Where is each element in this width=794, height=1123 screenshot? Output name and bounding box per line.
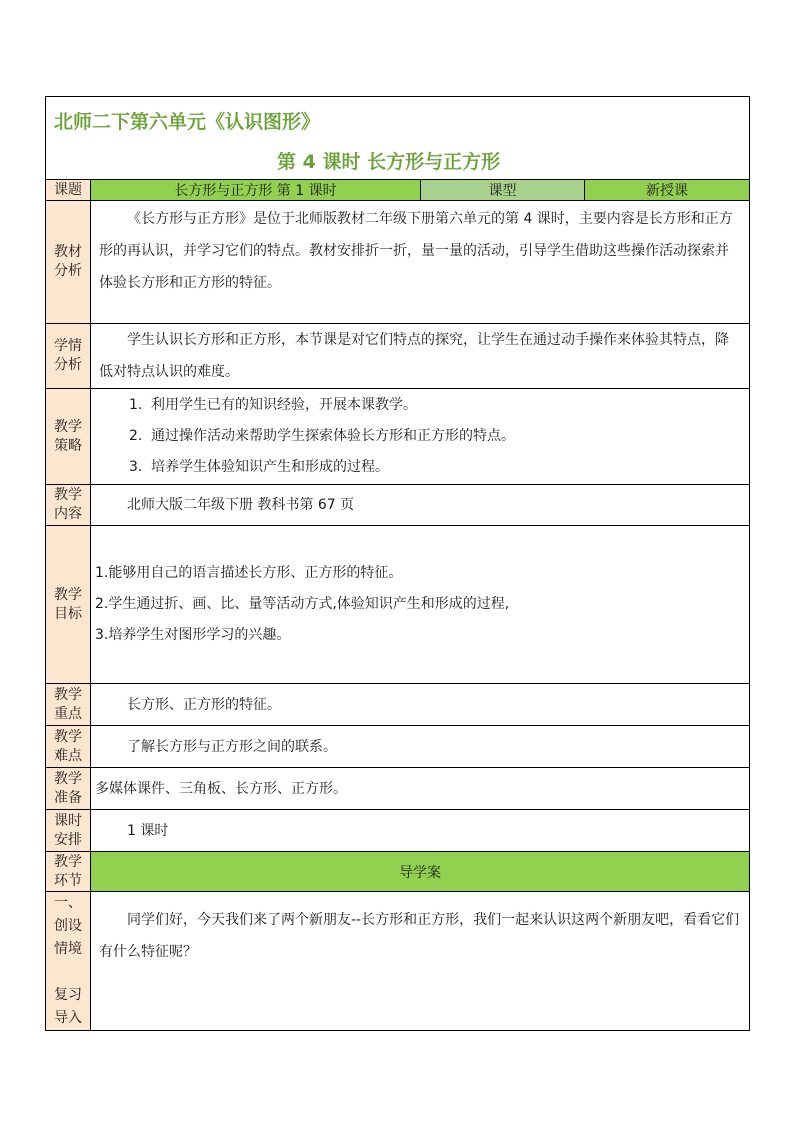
goals-label-2: 目标 <box>54 605 82 622</box>
content-cell <box>91 485 750 526</box>
key-text: 长方形、正方形的特征。 <box>127 696 281 713</box>
goals-cell <box>91 526 750 684</box>
time-label-1: 课时 <box>54 812 82 829</box>
intro-label-line: 复习 <box>54 987 82 1003</box>
time-text: 1 课时 <box>127 822 169 839</box>
lesson-plan-table <box>45 96 750 1031</box>
topic-row <box>46 180 750 201</box>
type-label: 课型 <box>421 180 585 201</box>
strategy-row <box>46 389 750 485</box>
strategy-label <box>46 389 91 485</box>
goal-item: 1.能够用自己的语言描述长方形、正方形的特征。 <box>95 565 403 581</box>
intro-cell <box>91 892 750 1031</box>
strategy-list <box>91 390 749 483</box>
material-text: 《长方形与正方形》是位于北师版教材二年级下册第六单元的第 4 课时，主要内容是长方形和正方形的再认识，并学习它们的特点。教材安排折一折，量一量的活动，引导学生借助这些操作活动探索并体验长方形和正方形的特征。 <box>99 211 733 291</box>
topic-value: 长方形与正方形 第 1 课时 <box>91 180 421 201</box>
header-row <box>46 97 750 180</box>
students-label <box>46 324 91 389</box>
students-row <box>46 324 750 389</box>
difficulty-label-1: 教学 <box>54 728 82 745</box>
goal-item: 2.学生通过折、画、比、量等活动方式,体验知识产生和形成的过程, <box>95 596 510 612</box>
prep-label-2: 准备 <box>54 789 82 806</box>
prep-label <box>46 768 91 810</box>
goals-label-1: 教学 <box>54 586 82 603</box>
strategy-item: 3. 培养学生体验知识产生和形成的过程。 <box>129 459 389 475</box>
topic-label: 课题 <box>46 180 91 201</box>
prep-label-1: 教学 <box>54 770 82 787</box>
material-label-1: 教材 <box>54 244 82 260</box>
difficulty-text: 了解长方形与正方形之间的联系。 <box>127 738 337 755</box>
intro-text: 同学们好，今天我们来了两个新朋友--长方形和正方形，我们一起来认识这两个新朋友吧，看看它们有什么特征呢？ <box>99 912 740 960</box>
material-cell <box>91 201 750 324</box>
goals-label <box>46 526 91 684</box>
strategy-label-2: 策略 <box>54 437 82 454</box>
strategy-item: 2. 通过操作活动来帮助学生探索体验长方形和正方形的特点。 <box>129 428 515 444</box>
intro-label-line: 创设 <box>54 918 82 934</box>
strategy-cell <box>91 389 750 485</box>
key-cell <box>91 684 750 726</box>
content-text: 北师大版二年级下册 教科书第 67 页 <box>127 497 355 513</box>
unit-title: 北师二下第六单元《认识图形》 <box>54 111 321 133</box>
prep-row <box>46 768 750 810</box>
goals-list <box>91 558 749 651</box>
lesson-title: 第 4 课时 长方形与正方形 <box>277 151 501 173</box>
prep-text: 多媒体课件、三角板、长方形、正方形。 <box>95 780 347 797</box>
strategy-item: 1. 利用学生已有的知识经验，开展本课教学。 <box>129 397 417 413</box>
time-row <box>46 810 750 852</box>
key-row <box>46 684 750 726</box>
type-value: 新授课 <box>585 180 750 201</box>
intro-label-line: 一、 <box>54 895 82 911</box>
header-cell <box>46 97 750 180</box>
content-label-2: 内容 <box>54 506 82 522</box>
intro-row <box>46 892 750 1031</box>
lesson-plan <box>45 96 749 1031</box>
intro-label-line <box>46 961 90 984</box>
difficulty-label-2: 难点 <box>54 747 82 764</box>
goal-item: 3.培养学生对图形学习的兴趣。 <box>95 627 291 643</box>
stage-cell: 导学案 <box>91 852 750 892</box>
material-label <box>46 201 91 324</box>
stage-label <box>46 852 91 892</box>
key-label <box>46 684 91 726</box>
material-label-2: 分析 <box>54 263 82 279</box>
key-label-1: 教学 <box>54 686 82 703</box>
time-label-2: 安排 <box>54 831 82 848</box>
students-label-2: 分析 <box>54 357 82 373</box>
stage-label-2: 环节 <box>54 872 82 889</box>
content-label-1: 教学 <box>54 487 82 503</box>
strategy-label-1: 教学 <box>54 418 82 435</box>
difficulty-label <box>46 726 91 768</box>
students-cell <box>91 324 750 389</box>
goals-row <box>46 526 750 684</box>
key-label-2: 重点 <box>54 705 82 722</box>
stage-row <box>46 852 750 892</box>
time-label <box>46 810 91 852</box>
intro-label <box>46 892 91 1031</box>
students-label-1: 学情 <box>54 338 82 354</box>
time-cell <box>91 810 750 852</box>
stage-label-1: 教学 <box>54 853 82 870</box>
intro-label-line: 导入 <box>54 1010 82 1026</box>
intro-label-line: 情境 <box>54 941 82 957</box>
prep-cell <box>91 768 750 810</box>
difficulty-cell <box>91 726 750 768</box>
content-row <box>46 485 750 526</box>
difficulty-row <box>46 726 750 768</box>
material-row <box>46 201 750 324</box>
students-text: 学生认识长方形和正方形，本节课是对它们特点的探究，让学生在通过动手操作来体验其特点，降低对特点认识的难度。 <box>99 332 729 380</box>
content-label <box>46 485 91 526</box>
